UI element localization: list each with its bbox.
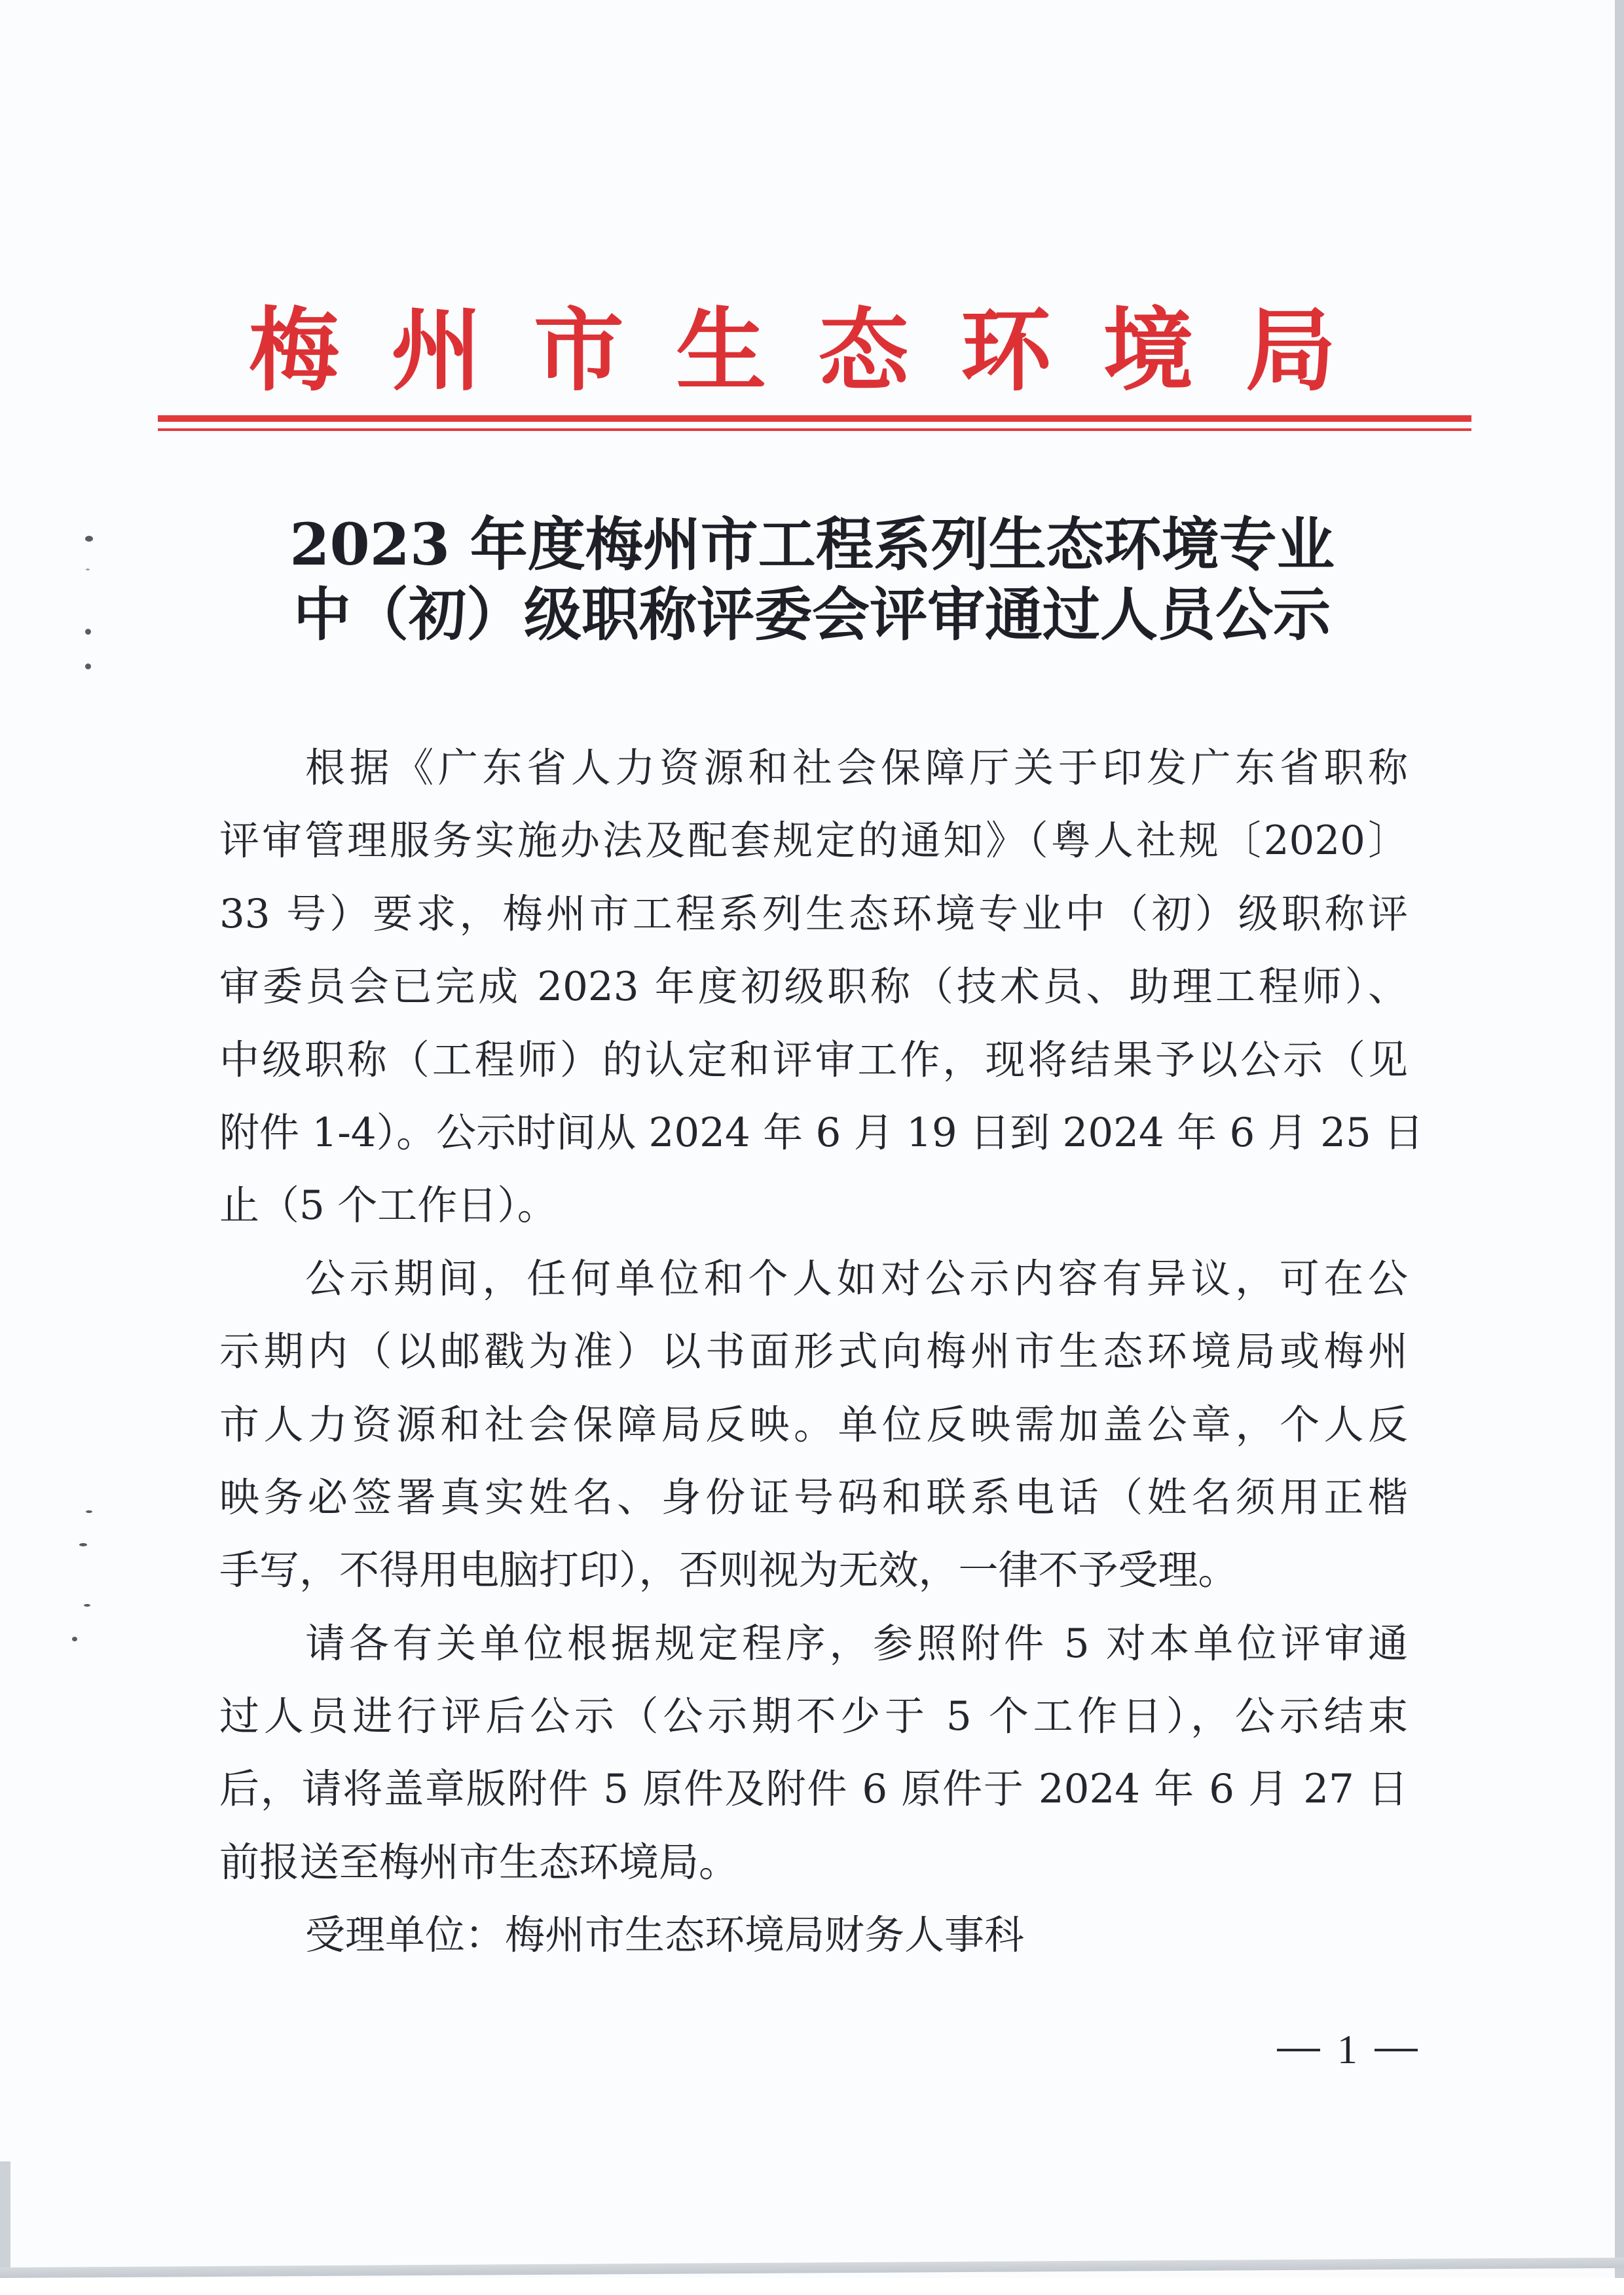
contact-unit-line: 受理单位：梅州市生态环境局财务人事科 (305, 1912, 1025, 1959)
document-title-line-1: 2023 年度梅州市工程系列生态环境专业 (289, 510, 1335, 578)
scan-margin-bottom (0, 2278, 1624, 2295)
document-body (219, 732, 1424, 1972)
org-title-char: 环 (961, 297, 1052, 403)
paragraph-1-line: 审委员会已完成 2023 年度初级职称（技术员、助理工程师）、 (219, 963, 1408, 1011)
paragraph-2-line: 公示期间，任何单位和个人如对公示内容有异议，可在公 (305, 1255, 1408, 1302)
paragraph-2-line: 市人力资源和社会保障局反映。单位反映需加盖公章，个人反 (219, 1401, 1408, 1448)
letterhead-rule-thick (158, 415, 1471, 422)
org-title-char: 州 (391, 297, 482, 403)
scan-edge-bottom (0, 2258, 1624, 2278)
org-title-char: 梅 (249, 297, 340, 403)
binding-mark (79, 1543, 87, 1546)
paragraph-3-line: 后，请将盖章版附件 5 原件及附件 6 原件于 2024 年 6 月 27 日 (219, 1766, 1408, 1813)
page-number-value: 1 (1337, 2027, 1357, 2072)
binding-mark (86, 569, 90, 570)
paragraph-2-line: 映务必签署真实姓名、身份证号码和联系电话（姓名须用正楷 (219, 1474, 1408, 1521)
org-title-char: 生 (676, 297, 767, 403)
org-title-char: 境 (1103, 297, 1194, 403)
page-number-dash (1277, 2049, 1320, 2051)
paragraph-1-line: 根据《广东省人力资源和社会保障厅关于印发广东省职称 (305, 745, 1408, 791)
page-number-dash (1375, 2049, 1418, 2051)
scan-edge-left (0, 2161, 10, 2278)
page-number (1277, 2021, 1418, 2080)
binding-mark (72, 1637, 77, 1641)
org-title-char: 态 (818, 297, 909, 403)
paragraph-1-line: 33 号）要求，梅州市工程系列生态环境专业中（初）级职称评 (219, 890, 1408, 937)
org-title-char: 局 (1245, 297, 1336, 403)
paragraph-1-line: 止（5 个工作日）。 (219, 1182, 557, 1229)
binding-mark (85, 629, 91, 635)
paragraph-3-line: 前报送至梅州市生态环境局。 (219, 1838, 739, 1886)
paragraph-1-line: 中级职称（工程师）的认定和评审工作，现将结果予以公示（见 (219, 1036, 1408, 1083)
document-title-line-2: 中（初）级职称评委会评审通过人员公示 (293, 580, 1331, 648)
scan-edge-right (1615, 0, 1624, 2278)
letterhead-rule-thin (158, 428, 1471, 431)
paragraph-2-line: 示期内（以邮戳为准）以书面形式向梅州市生态环境局或梅州 (219, 1328, 1408, 1375)
paragraph-1-line: 附件 1-4）。公示时间从 2024 年 6 月 19 日到 2024 年 6 月 25 日 (219, 1109, 1424, 1156)
binding-mark (84, 1604, 90, 1607)
org-letterhead-title (249, 291, 1336, 409)
binding-mark (85, 536, 93, 542)
paragraph-2-line: 手写，不得用电脑打印），否则视为无效，一律不予受理。 (219, 1547, 1238, 1594)
paragraph-3-line: 过人员进行评后公示（公示期不少于 5 个工作日），公示结束 (219, 1693, 1408, 1740)
org-title-char: 市 (533, 297, 624, 403)
binding-mark (85, 663, 91, 669)
binding-mark (86, 1510, 92, 1513)
paragraph-1-line: 评审管理服务实施办法及配套规定的通知》（粤人社规〔2020〕 (219, 817, 1408, 865)
paragraph-3-line: 请各有关单位根据规定程序，参照附件 5 对本单位评审通 (305, 1620, 1408, 1667)
